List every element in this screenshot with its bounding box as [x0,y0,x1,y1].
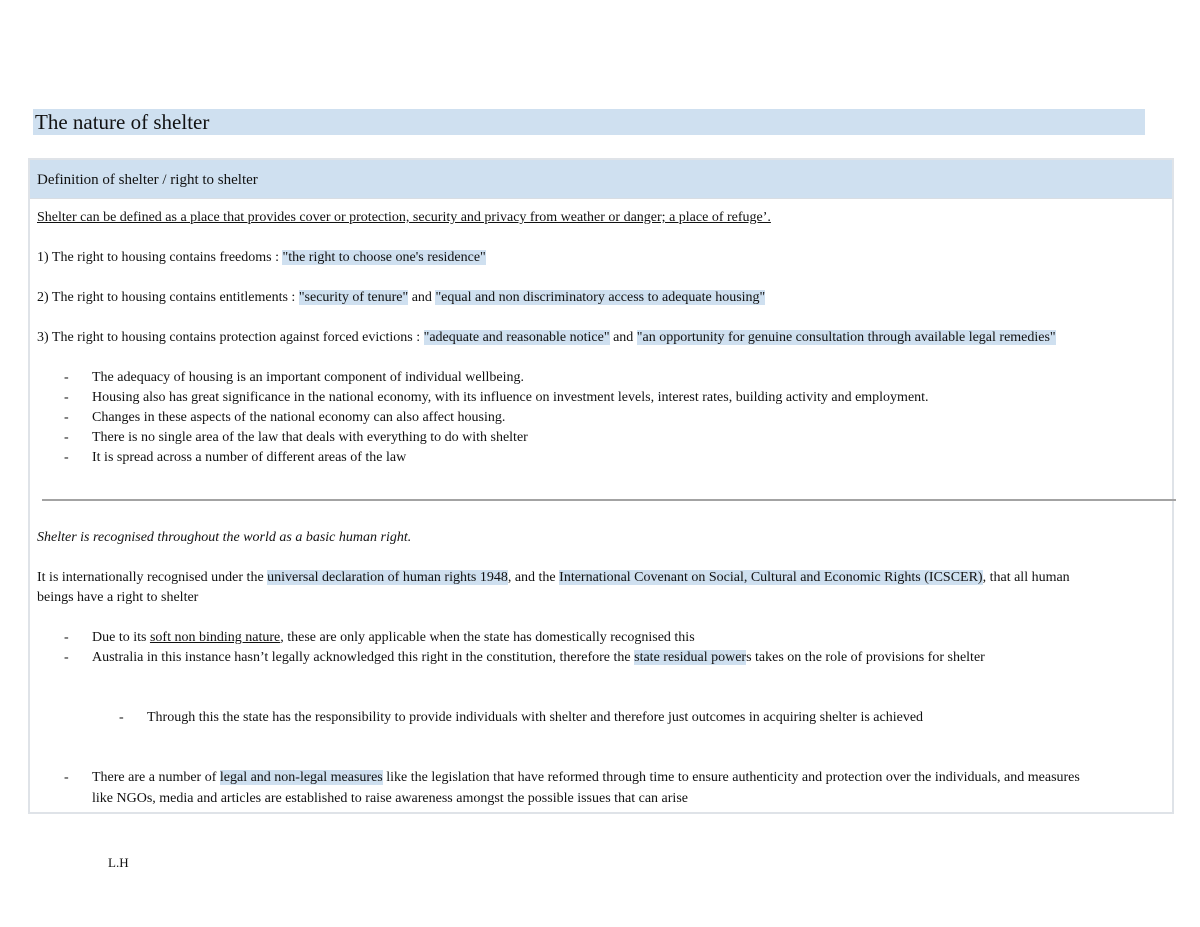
page-title: The nature of shelter [35,110,210,134]
bullet-dash: - [64,370,69,385]
bullet-a-text: Due to its [92,630,150,645]
list-item: Housing also has great significance in the national economy, with its influence on investment levels, interest rates, building activity and employment. [92,390,929,405]
right-2-quote-2: "equal and non discriminatory access to adequate housing" [435,290,766,305]
list-item-continuation: like NGOs, media and articles are established to raise awareness amongst the possible issues that can arise [92,791,688,806]
list-item [92,650,985,666]
section-header-text: Definition of shelter / right to shelter [37,172,258,188]
bullet-dash: - [64,770,69,785]
list-item: It is spread across a number of different areas of the law [92,450,407,465]
intl-text: It is internationally recognised under the [37,570,268,585]
right-1 [37,250,486,266]
right-3-mid: and [609,330,637,345]
list-item [92,770,1080,786]
bullet-a-text: , these are only applicable when the state has domestically recognised this [280,630,695,645]
human-right-statement: Shelter is recognised throughout the world as a basic human right. [37,530,412,545]
bullet-d-text: There are a number of [92,770,220,785]
bullet-dash: - [64,430,69,445]
list-item: There is no single area of the law that deals with everything to do with shelter [92,430,528,445]
right-1-prefix: 1) The right to housing contains freedoms : [37,250,283,265]
bullet-b-text: s takes on the role of provisions for shelter [746,650,985,665]
intl-udhr: universal declaration of human rights 1948 [267,570,508,585]
bullet-dash: - [64,650,69,665]
right-3-quote-2: "an opportunity for genuine consultation through available legal remedies" [636,330,1056,345]
bullet-a-underlined: soft non binding nature [149,630,281,645]
section-header [30,160,1172,199]
bullet-b-highlight: state residual power [634,650,747,665]
intl-icscer: International Covenant on Social, Cultural and Economic Rights (ICSCER) [559,570,983,585]
right-3-quote-1: "adequate and reasonable notice" [423,330,610,345]
right-2-prefix: 2) The right to housing contains entitlements : [37,290,299,305]
title-bar [33,109,1145,135]
bullet-dash: - [64,410,69,425]
right-2-quote-1: "security of tenure" [298,290,409,305]
horizontal-divider [42,499,1176,501]
right-2-mid: and [408,290,436,305]
footer-initials: L.H [108,855,129,870]
intl-recognition-line-1 [37,570,1070,586]
right-2 [37,290,765,306]
definition-text: Shelter can be defined as a place that provides cover or protection, security and privacy from weather or danger; a place of refuge’. [37,210,771,225]
right-3 [37,330,1056,346]
bullet-d-text: like the legislation that have reformed through time to ensure authenticity and protection over the individuals, and measures [382,770,1080,785]
list-item: Changes in these aspects of the national economy can also affect housing. [92,410,506,425]
list-item [92,630,695,646]
intl-recognition-line-2: beings have a right to shelter [37,590,199,605]
list-item: The adequacy of housing is an important component of individual wellbeing. [92,370,524,385]
bullet-d-highlight: legal and non-legal measures [219,770,383,785]
right-1-quote: "the right to choose one's residence" [282,250,486,265]
nested-list-item: Through this the state has the responsibility to provide individuals with shelter and therefore just outcomes in acquiring shelter is achieved [147,710,924,725]
bullet-dash: - [119,710,124,725]
bullet-b-text: Australia in this instance hasn’t legally acknowledged this right in the constitution, therefore the [92,650,635,665]
content-box [28,158,1174,814]
right-3-prefix: 3) The right to housing contains protection against forced evictions : [37,330,424,345]
bullet-dash: - [64,450,69,465]
intl-text: , and the [507,570,560,585]
bullet-dash: - [64,630,69,645]
bullet-dash: - [64,390,69,405]
intl-text: , that all human [982,570,1070,585]
